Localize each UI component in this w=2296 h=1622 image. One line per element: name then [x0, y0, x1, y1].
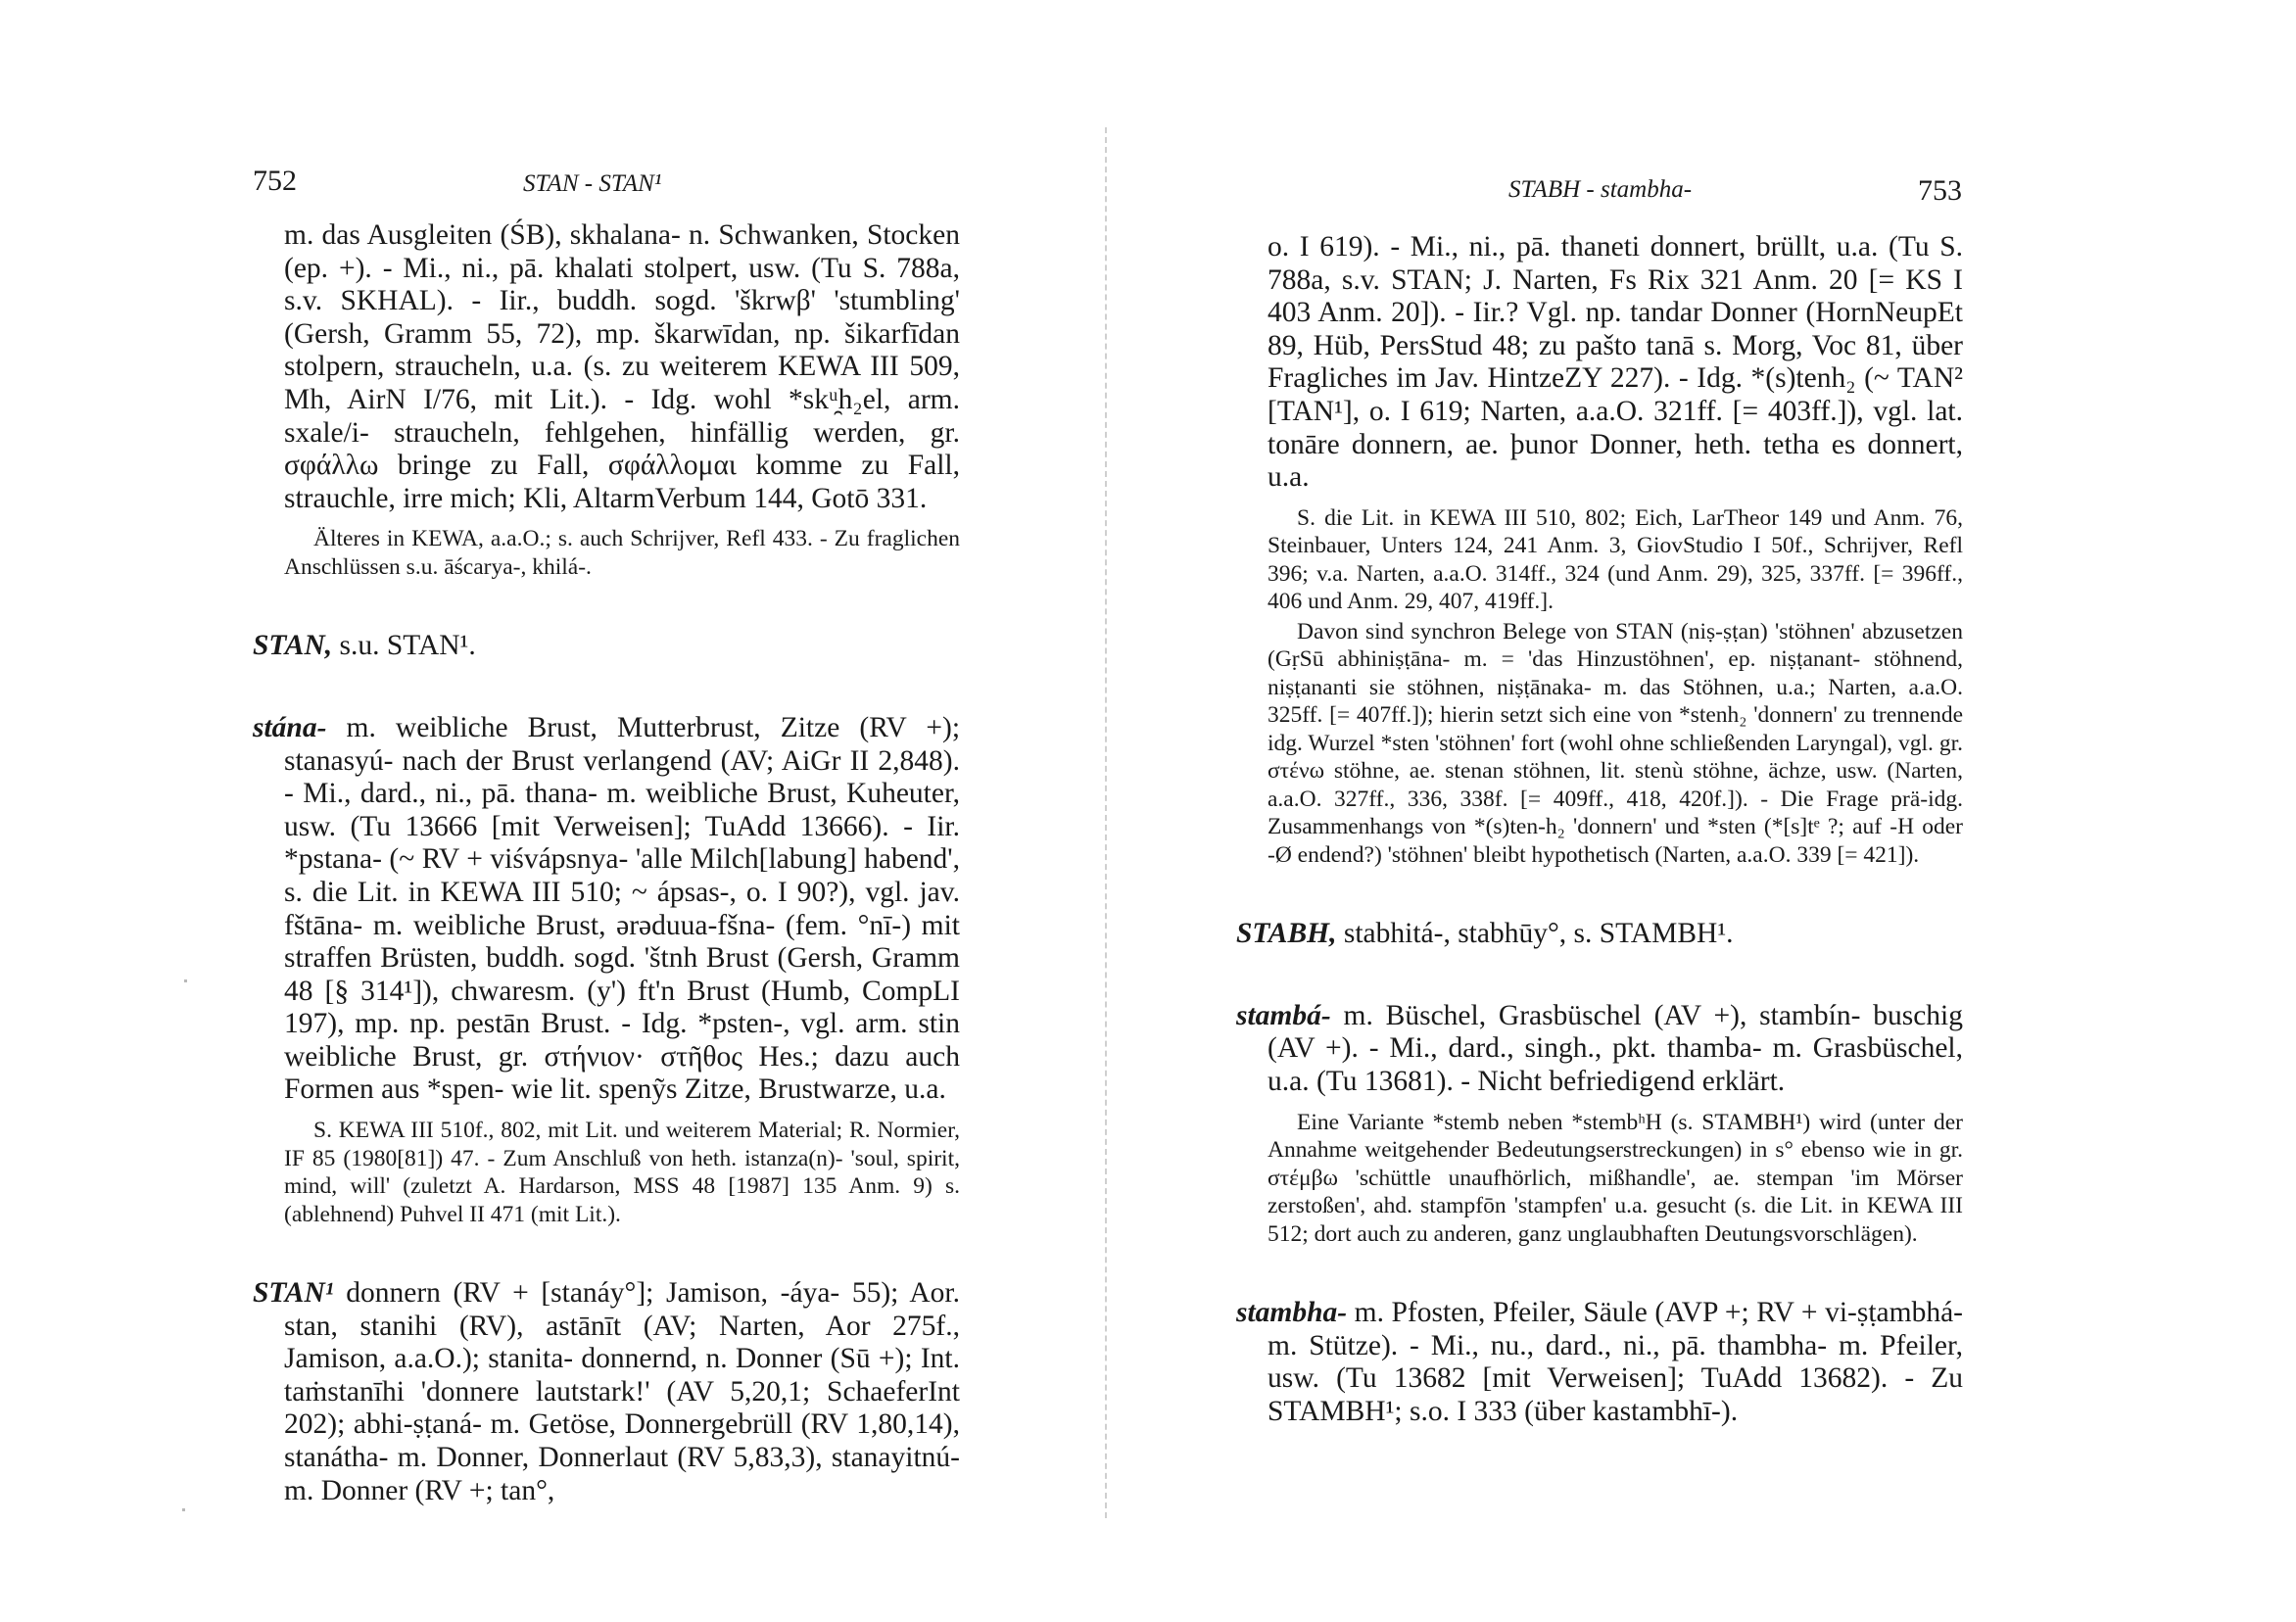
note-kewa-skhal: Älteres in KEWA, a.a.O.; s. auch Schrijver, Refl 433. - Zu fraglichen Anschlüssen s.u. āścarya-, khilá-. — [284, 526, 960, 580]
entry-stana — [253, 712, 960, 1107]
entry-stabh — [1236, 918, 1963, 951]
entry-continuation-stan1: o. I 619). - Mi., ni., pā. thaneti donnert, brüllt, u.a. (Tu S. 788a, s.v. STAN; J. Narten, Fs Rix 321 Anm. 20 [= KS I 403 Anm. 20]). - Iir.? Vgl. np. tandar Donner (HornNeupEt 89, Hüb, PersStud 48; zu pašto tanā s. Morg, Voc 81, über Fragliches im Jav. HintzeZY 227). - Idg. *(s)tenh₂ (~ TAN² [TAN¹], o. I 619; Narten, a.a.O. 321ff. [= 403ff.]), vgl. lat. tonāre donnern, ae. þunor Donner, heth. tetha es donnert, u.a. — [1268, 231, 1963, 494]
right-page — [1107, 0, 2296, 1622]
lemma-stabh: STABH, — [1236, 918, 1337, 950]
note-kewa-stana: S. KEWA III 510f., 802, mit Lit. und weiterem Material; R. Normier, IF 85 (1980[81]) 47. - Zum Anschluß von heth. istanza(n)- 'soul, spirit, mind, will' (zuletzt A. Hardarson, MSS 48 [1987] 135 Anm. 9) s. (ablehnend) Puhvel II 471 (mit Lit.). — [284, 1118, 960, 1227]
entry-stan1 — [253, 1277, 960, 1507]
entry-stambha-text: m. Pfosten, Pfeiler, Säule (AVP +; RV + vi-ṣṭambhá- m. Stütze). - Mi., nu., dard., ni., pā. thambha- m. Pfeiler, usw. (Tu 13682 [mit Verweisen]; TuAdd 13682). - Zu STAMBH¹; s.o. I 333 (über kastambhī-). — [1268, 1297, 1963, 1427]
entry-continuation-skhal: m. das Ausgleiten (ŚB), skhalana- n. Schwanken, Stocken (ep. +). - Mi., ni., pā. khalati stolpert, usw. (Tu S. 788a, s.v. SKHAL). - Iir., buddh. sogd. 'škrwβ' 'stumbling' (Gersh, Gramm 55, 72), mp. škarwīdan, np. šikarfīdan stolpern, straucheln, u.a. (s. zu weiterem KEWA III 509, Mh, AirN I/76, mit Lit.). - Idg. wohl *skᵘ̯h₂el, arm. sxale/i- straucheln, fehlgehen, hinfällig werden, gr. σφάλλω bringe zu Fall, σφάλλομαι komme zu Fall, strauchle, irre mich; Kli, AltarmVerbum 144, Gotō 331. — [284, 219, 960, 514]
entry-stan-crossref-text: s.u. STAN¹. — [339, 630, 476, 662]
entry-stabh-text: stabhitá-, stabhūy°, s. STAMBH¹. — [1343, 918, 1734, 950]
right-column — [1236, 231, 1963, 1429]
scan-speck — [184, 979, 187, 982]
scan-speck — [182, 1508, 185, 1511]
lemma-stamba: stambá- — [1236, 999, 1331, 1031]
entry-stamba-text: m. Büschel, Grasbüschel (AV +), stambín- buschig (AV +). - Mi., dard., singh., pkt. thamba- m. Grasbüschel, u.a. (Tu 13681). - Nicht befriedigend erklärt. — [1268, 999, 1963, 1098]
lemma-stambha: stambha- — [1236, 1297, 1348, 1329]
entry-stan-crossref — [253, 630, 960, 663]
entry-stambha — [1236, 1297, 1963, 1428]
right-page-number: 753 — [1918, 174, 1962, 207]
left-running-head: STAN - STAN¹ — [523, 170, 662, 197]
entry-stan1-text: donnern (RV + [stanáy°]; Jamison, -áya- 55); Aor. stan, stanihi (RV), astānīt (AV; Narten, Aor 275f., Jamison, a.a.O.); stanita- donnernd, n. Donner (Sū +); Int. taṁstanīhi 'donnere lautstark!' (AV 5,20,1; SchaeferInt 202); abhi-ṣṭaná- m. Getöse, Donnergebrüll (RV 1,80,14), stanátha- m. Donner, Donnerlaut (RV 5,83,3), stanayitnú- m. Donner (RV +; tan°, — [284, 1277, 961, 1506]
left-column — [253, 219, 960, 1507]
lemma-stana: stána- — [253, 711, 327, 743]
note-nis-stan: Davon sind synchron Belege von STAN (niṣ-ṣṭan) 'stöhnen' abzusetzen (GṛSū abhiniṣṭāna- m. = 'das Hinzustöhnen', ep. niṣṭanant- stöhnend, niṣṭananti sie stöhnen, niṣṭānaka- m. das Stöhnen, u.a.; Narten, a.a.O. 325ff. [= 407ff.]); hierin setzt sich eine von *stenh₂ 'donnern' zu trennende idg. Wurzel *sten 'stöhnen' fort (wohl ohne schließenden Laryngal), vgl. gr. στένω stöhne, ae. stenan stöhnen, lit. stenù stöhne, ächze, usw. (Narten, a.a.O. 327ff., 336, 338f. [= 409ff., 418, 420f.]). - Die Frage prä-idg. Zusammenhangs von *(s)ten-h₂ 'donnern' und *sten (*[s]tᵉ ?; auf -H oder -Ø endend?) 'stöhnen' bleibt hypothetisch (Narten, a.a.O. 339 [= 421]). — [1268, 618, 1963, 868]
note-kewa-stan1: S. die Lit. in KEWA III 510, 802; Eich, LarTheor 149 und Anm. 76, Steinbauer, Unters 124, 241 Anm. 3, GiovStudio I 50f., Schrijver, Refl 396; v.a. Narten, a.a.O. 314ff., 324 (und Anm. 29), 325, 337ff. [= 396ff., 406 und Anm. 29, 407, 419ff.]. — [1268, 504, 1963, 615]
right-running-head: STABH - stambha- — [1508, 176, 1693, 203]
lemma-stan1: STAN¹ — [253, 1277, 334, 1310]
note-stemb-variant: Eine Variante *stemb neben *stembʰH (s. STAMBH¹) wird (unter der Annahme weitgehender Bedeutungserstreckungen) in s° ebenso wie in gr. στέμβω 'schüttle unaufhörlich, mißhandle', ae. stempan 'im Mörser zerstoßen', ahd. stampfōn 'stampfen' u.a. gesucht (s. die Lit. in KEWA III 512; dort auch zu anderen, ganz unglaubhaften Deutungsvorschlägen). — [1268, 1109, 1963, 1247]
entry-stana-text: m. weibliche Brust, Mutterbrust, Zitze (RV +); stanasyú- nach der Brust verlangend (AV; AiGr II 2,848). - Mi., dard., ni., pā. thana- m. weibliche Brust, Kuheuter, usw. (Tu 13666 [mit Verweisen]; TuAdd 13666). - Iir. *pstana- (~ RV + viśvápsnya- 'alle Milch[labung] habend', s. die Lit. in KEWA III 510; ~ ápsas-, o. I 90?), vgl. jav. fštāna- m. weibliche Brust, ərəduua-fšna- (fem. °nī-) mit straffen Brüsten, buddh. sogd. 'štnh Brust (Gersh, Gramm 48 [§ 314¹]), chwaresm. (y') ft'n Brust (Humb, CompLI 197), mp. np. pestān Brust. - Idg. *psten-, vgl. arm. stin weibliche Brust, gr. στήνιον· στῆθος Hes.; dazu auch Formen aus *spen- wie lit. spenỹs Zitze, Brustwarze, u.a. — [284, 711, 961, 1106]
lemma-stan-crossref: STAN, — [253, 630, 333, 662]
entry-stamba — [1236, 1000, 1963, 1099]
left-page-number: 752 — [253, 165, 297, 197]
left-page — [0, 0, 1107, 1622]
